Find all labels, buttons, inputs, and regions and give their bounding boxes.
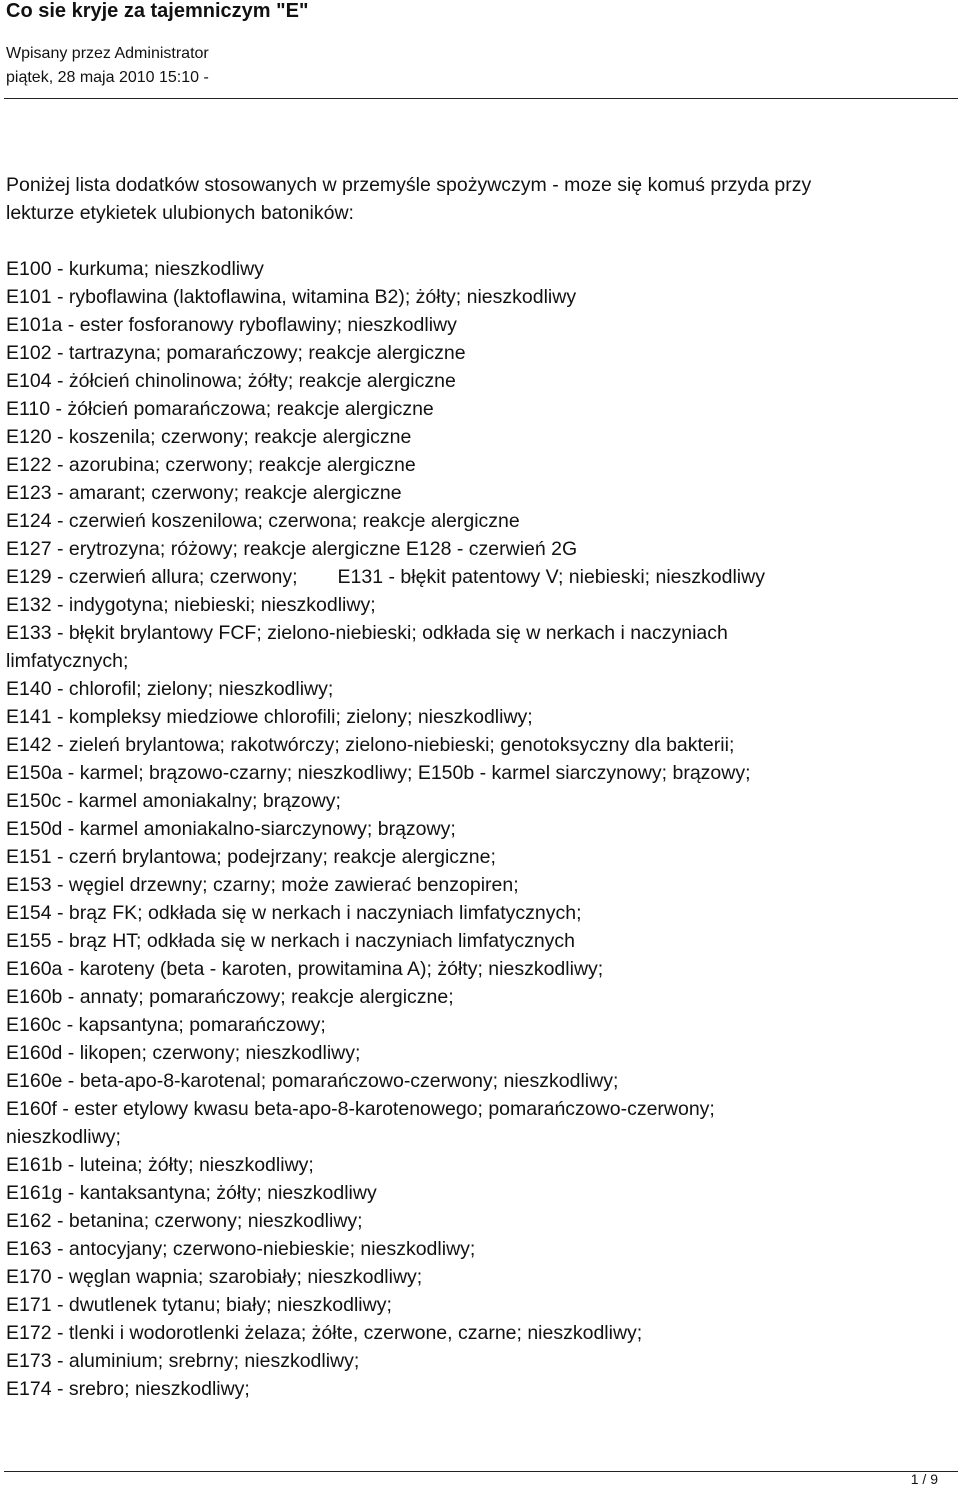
additive-line: E100 - kurkuma; nieszkodliwy bbox=[6, 258, 264, 280]
additive-line: E161b - luteina; żółty; nieszkodliwy; bbox=[6, 1154, 314, 1176]
additive-line: E160d - likopen; czerwony; nieszkodliwy; bbox=[6, 1042, 361, 1064]
intro-line: lekturze etykietek ulubionych batoników: bbox=[6, 202, 354, 224]
additive-line: E161g - kantaksantyna; żółty; nieszkodliwy bbox=[6, 1182, 377, 1204]
additive-line: E155 - brąz HT; odkłada się w nerkach i naczyniach limfatycznych bbox=[6, 930, 576, 952]
additive-line: E141 - kompleksy miedziowe chlorofili; zielony; nieszkodliwy; bbox=[6, 706, 533, 728]
additive-line: E150d - karmel amoniakalno-siarczynowy; brązowy; bbox=[6, 818, 456, 840]
additive-line: E160a - karoteny (beta - karoten, prowitamina A); żółty; nieszkodliwy; bbox=[6, 958, 604, 980]
additive-line: E160b - annaty; pomarańczowy; reakcje alergiczne; bbox=[6, 986, 454, 1008]
additive-line: E123 - amarant; czerwony; reakcje alergiczne bbox=[6, 482, 402, 504]
intro-line: Poniżej lista dodatków stosowanych w przemyśle spożywczym - moze się komuś przyda przy bbox=[6, 174, 812, 196]
additive-line-right: E131 - błękit patentowy V; niebieski; nieszkodliwy bbox=[337, 566, 765, 588]
additive-line: E110 - żółcień pomarańczowa; reakcje alergiczne bbox=[6, 398, 434, 420]
additive-line: E150c - karmel amoniakalny; brązowy; bbox=[6, 790, 341, 812]
additive-line: E150a - karmel; brązowo-czarny; nieszkodliwy; E150b - karmel siarczynowy; brązowy; bbox=[6, 762, 751, 784]
additive-line: E142 - zieleń brylantowa; rakotwórczy; zielono-niebieski; genotoksyczny dla bakterii; bbox=[6, 734, 735, 756]
additive-line: E173 - aluminium; srebrny; nieszkodliwy; bbox=[6, 1350, 360, 1372]
page-title: Co sie kryje za tajemniczym "E" bbox=[6, 0, 309, 22]
header-divider bbox=[4, 98, 958, 99]
footer-divider bbox=[4, 1471, 958, 1472]
additive-line: E170 - węglan wapnia; szarobiały; nieszkodliwy; bbox=[6, 1266, 423, 1288]
additive-line: E104 - żółcień chinolinowa; żółty; reakcje alergiczne bbox=[6, 370, 456, 392]
additive-line: E154 - brąz FK; odkłada się w nerkach i naczyniach limfatycznych; bbox=[6, 902, 582, 924]
additive-line: E171 - dwutlenek tytanu; biały; nieszkodliwy; bbox=[6, 1294, 392, 1316]
additive-line: E122 - azorubina; czerwony; reakcje alergiczne bbox=[6, 454, 416, 476]
additive-line: E153 - węgiel drzewny; czarny; może zawierać benzopiren; bbox=[6, 874, 519, 896]
additive-line: E124 - czerwień koszenilowa; czerwona; reakcje alergiczne bbox=[6, 510, 520, 532]
additive-line: E160e - beta-apo-8-karotenal; pomarańczowo-czerwony; nieszkodliwy; bbox=[6, 1070, 619, 1092]
additive-line: E127 - erytrozyna; różowy; reakcje alergiczne E128 - czerwień 2G bbox=[6, 538, 578, 560]
date-line: piątek, 28 maja 2010 15:10 - bbox=[6, 69, 209, 86]
additive-line: E120 - koszenila; czerwony; reakcje alergiczne bbox=[6, 426, 412, 448]
additive-line: limfatycznych; bbox=[6, 650, 129, 672]
additive-line: E160f - ester etylowy kwasu beta-apo-8-karotenowego; pomarańczowo-czerwony; bbox=[6, 1098, 715, 1120]
blank-line bbox=[6, 227, 954, 255]
author-line: Wpisany przez Administrator bbox=[6, 45, 209, 62]
additive-line: E172 - tlenki i wodorotlenki żelaza; żółte, czerwone, czarne; nieszkodliwy; bbox=[6, 1322, 643, 1344]
additive-line: nieszkodliwy; bbox=[6, 1126, 121, 1148]
additive-line bbox=[6, 563, 954, 591]
additive-line: E162 - betanina; czerwony; nieszkodliwy; bbox=[6, 1210, 363, 1232]
additive-line: E102 - tartrazyna; pomarańczowy; reakcje alergiczne bbox=[6, 342, 466, 364]
page-number: 1 / 9 bbox=[910, 1471, 938, 1487]
additive-line: E133 - błękit brylantowy FCF; zielono-niebieski; odkłada się w nerkach i naczyniach bbox=[6, 622, 728, 644]
additive-line: E174 - srebro; nieszkodliwy; bbox=[6, 1378, 250, 1400]
additive-line: E101 - ryboflawina (laktoflawina, witamina B2); żółty; nieszkodliwy bbox=[6, 286, 577, 308]
additive-line: E151 - czerń brylantowa; podejrzany; reakcje alergiczne; bbox=[6, 846, 496, 868]
additive-line: E160c - kapsantyna; pomarańczowy; bbox=[6, 1014, 326, 1036]
article-body bbox=[6, 171, 954, 1403]
additive-line: E132 - indygotyna; niebieski; nieszkodliwy; bbox=[6, 594, 376, 616]
additive-line: E140 - chlorofil; zielony; nieszkodliwy; bbox=[6, 678, 334, 700]
additive-line: E163 - antocyjany; czerwono-niebieskie; nieszkodliwy; bbox=[6, 1238, 476, 1260]
additive-line: E101a - ester fosforanowy ryboflawiny; nieszkodliwy bbox=[6, 314, 457, 336]
additive-line-left: E129 - czerwień allura; czerwony; bbox=[6, 566, 298, 588]
